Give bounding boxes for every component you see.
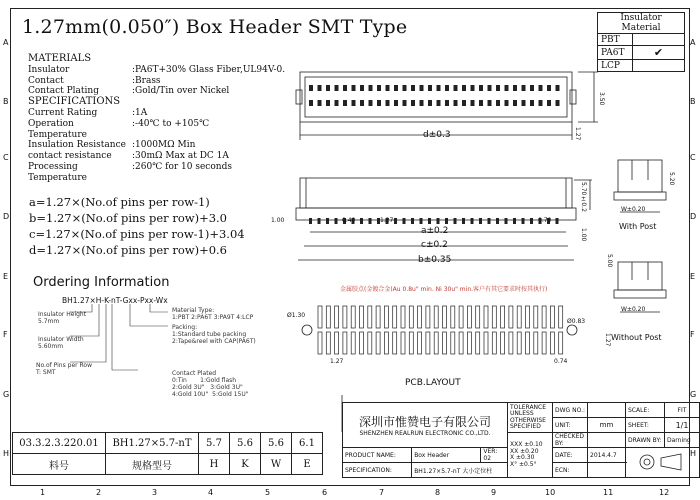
- column-label: 7: [379, 488, 385, 497]
- tolerance-xxx: XXX ±0.10: [510, 441, 543, 448]
- dim-070: 0.70: [538, 217, 552, 224]
- connector-pin: [377, 85, 381, 91]
- ver-cell: [481, 448, 508, 463]
- dim-d: d±0.3: [423, 130, 451, 140]
- connector-pin: [445, 85, 449, 91]
- plating-note: 金属胶点(金镀合金(Au 0.8u" min. Ni 30u" min.客户有其它要求时按其执行): [340, 286, 548, 293]
- sheet-label: SHEET:: [626, 418, 665, 433]
- checked-by-value: [588, 433, 626, 448]
- pcb-pitch-dim: 1.27: [330, 358, 344, 365]
- pcb-pad: [434, 306, 438, 328]
- k-label: K: [230, 454, 261, 475]
- k-value: 5.6: [230, 433, 261, 454]
- ver-value: 02: [483, 455, 492, 462]
- drawing-title: 1.27mm(0.050″) Box Header SMT Type: [22, 16, 408, 38]
- pcb-pad: [401, 332, 405, 354]
- spec-label: Contact: [28, 75, 64, 86]
- pcb-pad: [443, 306, 447, 328]
- pcb-pad: [451, 332, 455, 354]
- pcb-pad: [360, 332, 364, 354]
- row-label: E: [690, 272, 696, 281]
- column-label: 5: [265, 488, 271, 497]
- scale-label: SCALE:: [626, 403, 665, 418]
- column-label: 8: [435, 488, 441, 497]
- connector-pin: [539, 100, 543, 106]
- column-label: 2: [96, 488, 102, 497]
- pcb-pad: [351, 332, 355, 354]
- connector-pin: [394, 100, 398, 106]
- pcb-pad: [335, 332, 339, 354]
- pcb-pad: [484, 306, 488, 328]
- connector-pin-leg: [530, 218, 533, 224]
- pcb-pad: [418, 332, 422, 354]
- model-value: BH1.27×5.7-nT: [106, 433, 199, 454]
- pcb-pad: [476, 306, 480, 328]
- spec-value: :Brass: [132, 75, 161, 86]
- connector-pin-leg: [326, 218, 329, 224]
- connector-pin: [522, 85, 526, 91]
- connector-pin: [428, 85, 432, 91]
- product-name-value: Box Header: [412, 448, 481, 463]
- pcb-pad: [509, 332, 513, 354]
- row-label: A: [3, 38, 9, 47]
- specification-value: BH1.27×5.7-nT 大小定位柱: [412, 463, 508, 478]
- pcb-pad: [559, 332, 563, 354]
- connector-pin: [513, 85, 517, 91]
- dim-127b: 1.27: [380, 217, 394, 224]
- title-block: [342, 402, 700, 478]
- column-label: 6: [322, 488, 328, 497]
- insulator-table-header: Insulator Material: [598, 13, 685, 34]
- w-label: W: [261, 454, 292, 475]
- spec-label: Operation Temperature: [28, 118, 87, 140]
- pcb-pad: [326, 306, 330, 328]
- connector-pin: [454, 85, 458, 91]
- connector-pin: [377, 100, 381, 106]
- connector-pin: [360, 100, 364, 106]
- connector-pin: [556, 100, 560, 106]
- connector-pin-leg: [318, 218, 321, 224]
- connector-pin: [360, 85, 364, 91]
- pcb-pad: [484, 332, 488, 354]
- formula-d: d=1.27×(No.of pins per row)+0.6: [29, 243, 227, 257]
- unit-label: UNIT:: [553, 418, 588, 433]
- connector-pin-leg: [360, 218, 363, 224]
- dim-w-without-post: W±0.20: [621, 306, 646, 313]
- dim-570: 5.70±0.2: [580, 182, 587, 212]
- connector-pin: [335, 100, 339, 106]
- column-label: 9: [491, 488, 497, 497]
- pcb-locating-hole: [567, 325, 577, 335]
- scale-value: FIT: [665, 403, 700, 418]
- formula-c: c=1.27×(No.of pins per row-1)+3.04: [29, 227, 245, 241]
- pcb-pad: [376, 332, 380, 354]
- dim-100: 1.00: [271, 217, 285, 224]
- spec-label: contact resistance: [28, 151, 112, 162]
- dim-h-without-post: 5.00: [606, 254, 613, 268]
- connector-pin-leg: [403, 218, 406, 224]
- pcb-pad: [426, 332, 430, 354]
- row-label: C: [690, 153, 696, 162]
- h-label: H: [199, 454, 230, 475]
- connector-pin: [428, 100, 432, 106]
- top-view-pins: [309, 85, 560, 224]
- connector-pin: [445, 100, 449, 106]
- insulator-height-note: Insulator Height 5.7mm: [38, 311, 87, 325]
- row-label: A: [690, 38, 696, 47]
- spec-value: :1A: [132, 107, 148, 118]
- unit-value: mm: [588, 418, 626, 433]
- pcb-pad: [409, 306, 413, 328]
- connector-pin: [479, 85, 483, 91]
- tolerance-angle: X° ±0.5°: [510, 460, 537, 468]
- projection-symbol-icon: [626, 448, 700, 478]
- connector-pin: [403, 85, 407, 91]
- materials-heading: MATERIALS: [28, 53, 92, 64]
- connector-pin: [471, 85, 475, 91]
- connector-pin-leg: [428, 218, 431, 224]
- pcb-pad: [368, 332, 372, 354]
- row-label: E: [3, 272, 9, 281]
- pcb-pad: [409, 332, 413, 354]
- row-label: D: [3, 212, 10, 221]
- specification-label: SPECIFICATION:: [343, 463, 412, 478]
- connector-pin: [326, 85, 330, 91]
- column-label: 12: [659, 488, 670, 497]
- connector-pin: [539, 85, 543, 91]
- connector-pin: [547, 85, 551, 91]
- row-label: F: [3, 330, 8, 339]
- pcb-pad: [418, 306, 422, 328]
- spec-label: Insulator: [28, 64, 70, 75]
- pcb-pad: [559, 306, 563, 328]
- pcb-pad: [459, 306, 463, 328]
- spec-value: :PA6T+30% Glass Fiber,UL94V-0.: [132, 64, 286, 75]
- spec-value: :1000MΩ Min: [132, 140, 196, 151]
- spec-value: :30mΩ Max at DC 1A: [132, 151, 229, 162]
- connector-pin: [318, 100, 322, 106]
- spec-value: :-40℃ to +105℃: [132, 118, 210, 129]
- part-info-table: [12, 432, 323, 475]
- pins-per-row-note: No.of Pins per Row T: SMT: [36, 362, 92, 376]
- pcb-row-dim: 1.27: [604, 333, 611, 347]
- ecn-label: ECN:: [553, 463, 588, 478]
- connector-pin-leg: [411, 218, 414, 224]
- dim-350: 3.50: [598, 92, 605, 106]
- pcb-pad: [526, 306, 530, 328]
- e-value: 6.1: [292, 433, 323, 454]
- connector-pin-leg: [437, 218, 440, 224]
- pcb-pad: [542, 306, 546, 328]
- connector-pin: [505, 100, 509, 106]
- connector-pin: [530, 85, 534, 91]
- pcb-pad: [534, 332, 538, 354]
- pcb-pad: [476, 332, 480, 354]
- ordering-code: BH1.27×H-K-nT-Gxx-Pxx-Wx: [62, 296, 168, 305]
- row-label: B: [3, 97, 9, 106]
- pcb-pad-dim: 0.74: [554, 358, 568, 365]
- connector-pin: [318, 85, 322, 91]
- pcb-pad: [426, 306, 430, 328]
- connector-pin: [352, 85, 356, 91]
- connector-pin-leg: [488, 218, 491, 224]
- connector-pin: [420, 85, 424, 91]
- dim-w-with-post: W±0.20: [621, 206, 646, 213]
- insulator-width-note: Insulator Width 5.60mm: [38, 336, 84, 350]
- spec-label: Current Rating: [28, 107, 98, 118]
- pcb-pad: [501, 332, 505, 354]
- pcb-pad: [318, 306, 322, 328]
- connector-pin: [326, 100, 330, 106]
- dim-127: 1.27: [574, 127, 581, 141]
- connector-pin: [547, 100, 551, 106]
- date-value: 2014.4.7: [588, 448, 626, 463]
- connector-pin: [488, 85, 492, 91]
- drawn-by-value: Darning: [665, 433, 700, 448]
- connector-pin: [352, 100, 356, 106]
- pcb-pad: [534, 306, 538, 328]
- connector-pin-leg: [556, 218, 559, 224]
- pcb-pads: [302, 306, 577, 354]
- connector-pin: [437, 100, 441, 106]
- row-label: G: [690, 390, 697, 399]
- connector-pin-leg: [445, 218, 448, 224]
- pcb-pad: [451, 306, 455, 328]
- pcb-pad: [467, 332, 471, 354]
- top-view-outline: [300, 72, 572, 122]
- pcb-hole-dim-left: Ø1.30: [287, 312, 306, 319]
- pcb-pad: [492, 332, 496, 354]
- ver-label: VER:: [483, 448, 498, 455]
- company-name-en: SHENZHEN REALRUN ELECTRONIC CO.,LTD.: [359, 430, 491, 437]
- checked-by-label: CHECKED BY:: [553, 433, 588, 448]
- row-label: B: [690, 97, 696, 106]
- pcb-pad: [542, 332, 546, 354]
- connector-pin-leg: [454, 218, 457, 224]
- dim-h-with-post: 5.20: [668, 172, 675, 186]
- pcb-pad: [550, 332, 554, 354]
- pcb-pad: [459, 332, 463, 354]
- row-label: H: [3, 449, 10, 458]
- part-number-label: 料号: [13, 454, 106, 475]
- connector-pin: [454, 100, 458, 106]
- pcb-pad: [517, 306, 521, 328]
- connector-pin: [411, 100, 415, 106]
- connector-pin: [386, 85, 390, 91]
- dim-c: c±0.2: [421, 240, 448, 250]
- connector-pin: [462, 85, 466, 91]
- pcb-pad: [360, 306, 364, 328]
- row-label: C: [3, 153, 9, 162]
- drawn-by-label: DRAWN BY:: [626, 433, 665, 448]
- sheet-value: 1/1: [665, 418, 700, 433]
- connector-pin: [343, 85, 347, 91]
- row-label: H: [690, 449, 697, 458]
- product-name-label: PRODUCT NAME:: [343, 448, 412, 463]
- dwg-no-label: DWG NO.:: [553, 403, 588, 418]
- connector-pin: [411, 85, 415, 91]
- pcb-pad: [326, 332, 330, 354]
- row-label: G: [3, 390, 10, 399]
- connector-pin: [496, 100, 500, 106]
- dwg-no-value: [588, 403, 626, 418]
- company-cell: [343, 403, 508, 448]
- company-name-cn: 深圳市惟赞电子有限公司: [358, 415, 491, 429]
- tolerance-note: TOLERANCE UNLESS OTHERWISE SPECIFIED: [508, 403, 553, 433]
- dim-a: a±0.2: [421, 226, 449, 236]
- connector-pin-leg: [462, 218, 465, 224]
- connector-pin-leg: [496, 218, 499, 224]
- connector-pin-leg: [394, 218, 397, 224]
- column-label: 11: [603, 488, 614, 497]
- contact-plated-note: Contact Plated 0:Tin 1:Gold flash 2:Gold 3U" 3:Gold 3U" 4:Gold 10U" 5:Gold 15U": [172, 370, 249, 398]
- pcb-pad: [384, 332, 388, 354]
- connector-pin: [403, 100, 407, 106]
- connector-pin: [471, 100, 475, 106]
- packing-note: Packing: 1:Standard tube packing 2:Tape&reel with CAP(PA6T): [172, 324, 256, 345]
- pcb-pad: [393, 332, 397, 354]
- material-name: LCP: [598, 60, 633, 72]
- connector-pin-leg: [505, 218, 508, 224]
- pcb-pad: [517, 332, 521, 354]
- dim-b: b±0.35: [418, 255, 452, 265]
- pcb-pad: [318, 332, 322, 354]
- connector-pin: [369, 100, 373, 106]
- connector-pin-leg: [471, 218, 474, 224]
- pcb-pad: [401, 306, 405, 328]
- connector-pin: [437, 85, 441, 91]
- spec-label: Contact Plating: [28, 86, 99, 97]
- connector-pin-leg: [369, 218, 372, 224]
- pcb-pad: [335, 306, 339, 328]
- row-label: D: [690, 212, 697, 221]
- column-label: 4: [208, 488, 214, 497]
- pcb-hole-dim-right: Ø0.83: [567, 318, 586, 325]
- connector-pin: [386, 100, 390, 106]
- connector-pin: [309, 100, 313, 106]
- connector-pin: [394, 85, 398, 91]
- spec-value: :260℃ for 10 seconds: [132, 161, 232, 172]
- pcb-pad: [384, 306, 388, 328]
- pcb-pad: [501, 306, 505, 328]
- spec-label: Insulation Resistance: [28, 140, 126, 151]
- connector-pin: [335, 85, 339, 91]
- spec-label: Processing Temperature: [28, 161, 87, 183]
- tolerance-x: X ±0.30: [510, 454, 535, 461]
- pcb-pad: [467, 306, 471, 328]
- ordering-title: Ordering Information: [33, 275, 170, 290]
- connector-pin-leg: [479, 218, 482, 224]
- connector-pin: [530, 100, 534, 106]
- connector-pin: [479, 100, 483, 106]
- e-label: E: [292, 454, 323, 475]
- connector-pin: [343, 100, 347, 106]
- pcb-pad: [443, 332, 447, 354]
- material-name: PA6T: [598, 46, 633, 60]
- material-name: PBT: [598, 34, 633, 46]
- pcb-pad: [343, 306, 347, 328]
- pcb-pad: [526, 332, 530, 354]
- pcb-locating-hole: [302, 325, 312, 335]
- pcb-pad: [393, 306, 397, 328]
- connector-pin: [369, 85, 373, 91]
- spec-value: :Gold/Tin over Nickel: [132, 86, 230, 97]
- ecn-value: [588, 463, 626, 478]
- part-number: 03.3.2.3.220.01: [13, 433, 106, 454]
- h-value: 5.7: [199, 433, 230, 454]
- connector-pin: [505, 85, 509, 91]
- connector-pin: [488, 100, 492, 106]
- connector-pin-leg: [420, 218, 423, 224]
- tolerance-values: [508, 433, 553, 478]
- formula-b: b=1.27×(No.of pins per row)+3.0: [29, 211, 227, 225]
- connector-pin-leg: [335, 218, 338, 224]
- dim-040: 0.40: [342, 217, 356, 224]
- connector-pin: [513, 100, 517, 106]
- pcb-pad: [376, 306, 380, 328]
- column-label: 1: [40, 488, 46, 497]
- tolerance-xx: XX ±0.20: [510, 447, 539, 455]
- connector-pin: [462, 100, 466, 106]
- pcb-pad: [351, 306, 355, 328]
- pcb-layout-label: PCB.LAYOUT: [405, 378, 461, 388]
- material-type-note: Material Type: 1:PBT 2:PA6T 3:PA9T 4:LCP: [172, 307, 254, 321]
- connector-pin: [496, 85, 500, 91]
- w-value: 5.6: [261, 433, 292, 454]
- pcb-pad: [550, 306, 554, 328]
- formula-a: a=1.27×(No.of pins per row-1): [29, 195, 210, 209]
- pcb-pad: [492, 306, 496, 328]
- connector-pin-leg: [309, 218, 312, 224]
- connector-pin: [309, 85, 313, 91]
- pcb-pad: [434, 332, 438, 354]
- model-label: 规格型号: [106, 454, 199, 475]
- pcb-pad: [368, 306, 372, 328]
- row-label: F: [690, 330, 695, 339]
- pcb-pad: [343, 332, 347, 354]
- connector-pin: [420, 100, 424, 106]
- checkmark-icon: ✔: [633, 46, 685, 60]
- with-post-label: With Post: [619, 222, 657, 231]
- connector-pin: [522, 100, 526, 106]
- connector-pin: [556, 85, 560, 91]
- column-label: 10: [545, 488, 556, 497]
- specifications-heading: SPECIFICATIONS: [28, 96, 121, 108]
- connector-pin-leg: [513, 218, 516, 224]
- pcb-pad: [509, 306, 513, 328]
- dim-100b: 1.00: [580, 228, 587, 242]
- without-post-label: Without Post: [611, 333, 662, 342]
- column-label: 3: [152, 488, 158, 497]
- connector-pin-leg: [522, 218, 525, 224]
- date-label: DATE:: [553, 448, 588, 463]
